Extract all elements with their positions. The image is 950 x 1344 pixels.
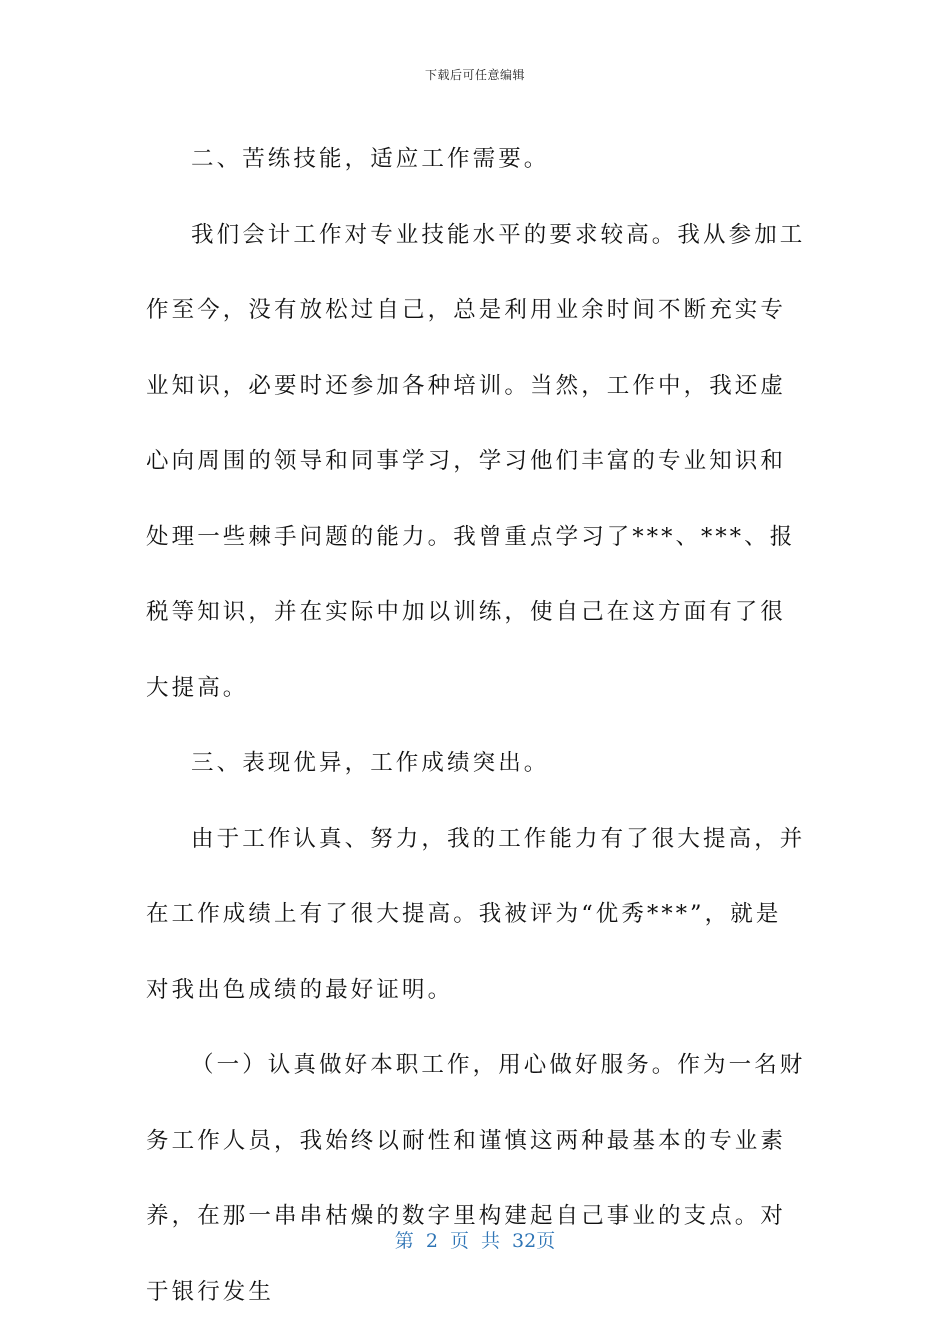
body-paragraph: （一）认真做好本职工作，用心做好服务。作为一名财务工作人员，我始终以耐性和谨慎这两种最基本的专业素养，在那一串串枯燥的数字里构建起自己事业的支点。对于银行发生	[146, 1052, 806, 1305]
body-paragraph: 我们会计工作对专业技能水平的要求较高。我从参加工作至今，没有放松过自己，总是利用业余时间不断充实专业知识，必要时还参加各种培训。当然，工作中，我还虚心向周围的领导和同事学习，学习他们丰富的专业知识和处理一些棘手问题的能力。我曾重点学习了***、***、报税等知识，并在实际中加以训练，使自己在这方面有了很大提高。	[146, 221, 806, 701]
section-heading-2: 二、苦练技能，适应工作需要。	[191, 146, 550, 172]
document-body	[146, 122, 806, 1330]
page-header-note: 下载后可任意编辑	[424, 68, 525, 82]
body-paragraph: 由于工作认真、努力，我的工作能力有了很大提高，并在工作成绩上有了很大提高。我被评为“优秀***”，就是对我出色成绩的最好证明。	[146, 825, 806, 1003]
page-number-footer: 第 2 页 共 32页	[394, 1230, 556, 1252]
section-heading-3: 三、表现优异，工作成绩突出。	[191, 750, 550, 776]
